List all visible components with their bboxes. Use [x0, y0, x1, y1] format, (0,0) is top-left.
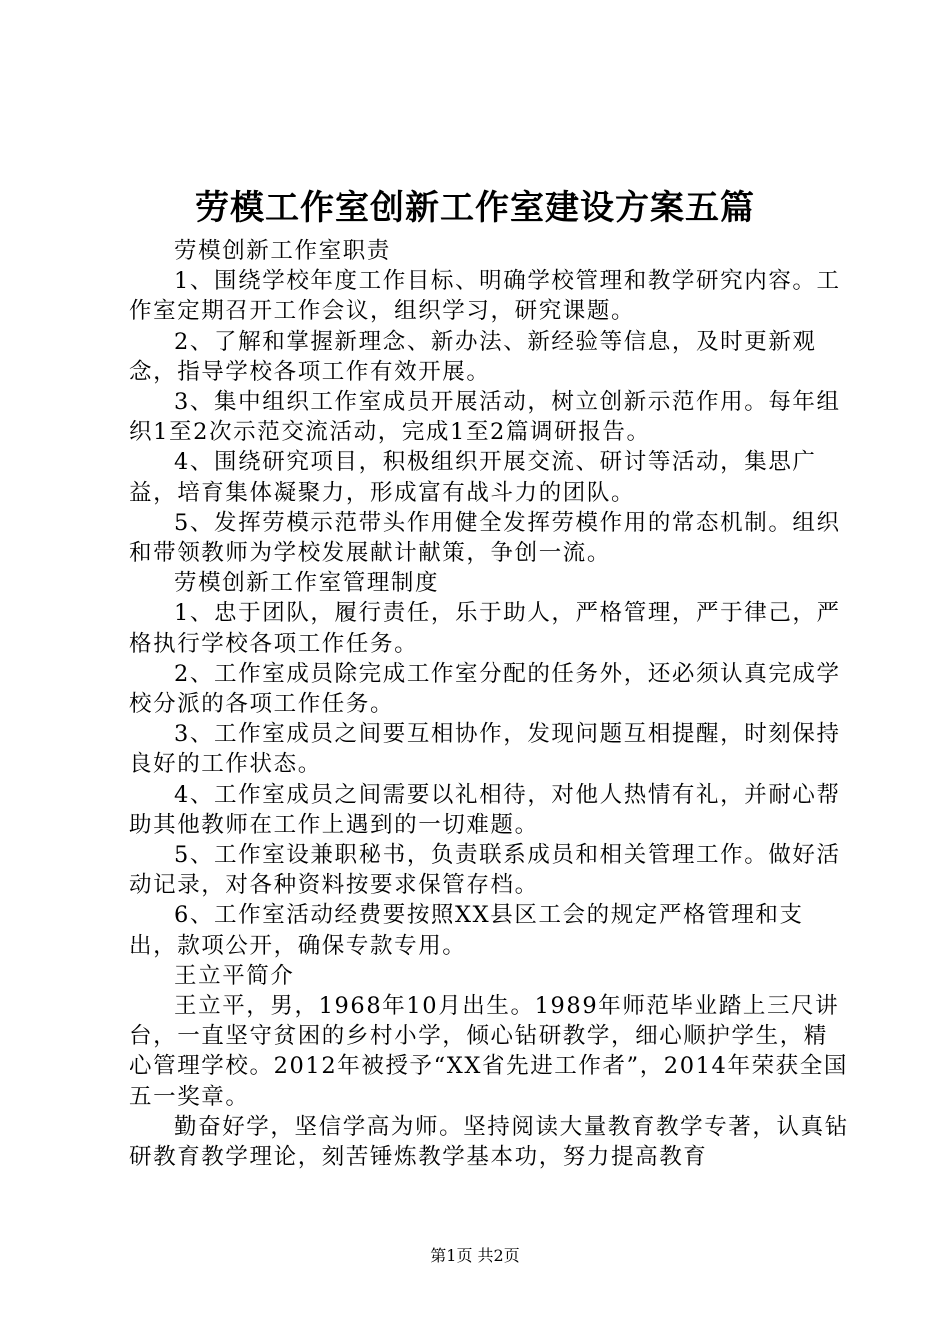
page-number-footer: 第1页 共2页 [430, 1246, 520, 1265]
section-heading-duties: 劳模创新工作室职责 [174, 238, 391, 264]
duty-item-3: 3、集中组织工作室成员开展活动，树立创新示范作用。每年组织1至2次示范交流活动，完成1至2篇调研报告。 [129, 389, 841, 446]
rule-item-2: 2、工作室成员除完成工作室分配的任务外，还必须认真完成学校分派的各项工作任务。 [129, 660, 841, 718]
duty-item-1: 1、围绕学校年度工作目标、明确学校管理和教学研究内容。工作室定期召开工作会议，组织学习，研究课题。 [129, 268, 841, 325]
profile-paragraph-2: 勤奋好学，坚信学高为师。坚持阅读大量教育教学专著，认真钻研教育教学理论，刻苦锤炼教学基本功，努力提高教育 [129, 1113, 849, 1171]
duty-item-4: 4、围绕研究项目，积极组织开展交流、研讨等活动，集思广益，培育集体凝聚力，形成富有战斗力的团队。 [129, 449, 817, 506]
rule-item-4: 4、工作室成员之间需要以礼相待，对他人热情有礼，并耐心帮助其他教师在工作上遇到的一切难题。 [129, 781, 841, 838]
rule-item-5: 5、工作室设兼职秘书，负责联系成员和相关管理工作。做好活动记录，对各种资料按要求保管存档。 [129, 842, 841, 899]
document-body [129, 236, 851, 1172]
document-title: 劳模工作室创新工作室建设方案五篇 [195, 188, 755, 228]
duty-item-5: 5、发挥劳模示范带头作用健全发挥劳模作用的常态机制。组织和带领教师为学校发展献计献策，争创一流。 [129, 509, 841, 567]
profile-paragraph-1: 王立平，男，1968年10月出生。1989年师范毕业踏上三尺讲台，一直坚守贫困的乡村小学，倾心钻研教学，细心顺护学生，精心管理学校。2012年被授予“XX省先进工作者”，2014年荣获全国五一奖章。 [129, 993, 848, 1110]
rule-item-3: 3、工作室成员之间要互相协作，发现问题互相提醒，时刻保持良好的工作状态。 [129, 721, 841, 778]
section-heading-profile: 王立平简介 [174, 962, 295, 989]
section-heading-rules: 劳模创新工作室管理制度 [174, 570, 440, 597]
duty-item-2: 2、了解和掌握新理念、新办法、新经验等信息，及时更新观念，指导学校各项工作有效开展。 [129, 328, 817, 385]
rule-item-1: 1、忠于团队，履行责任，乐于助人，严格管理，严于律己，严格执行学校各项工作任务。 [129, 600, 841, 657]
rule-item-6: 6、工作室活动经费要按照XX县区工会的规定严格管理和支出，款项公开，确保专款专用。 [129, 902, 804, 959]
